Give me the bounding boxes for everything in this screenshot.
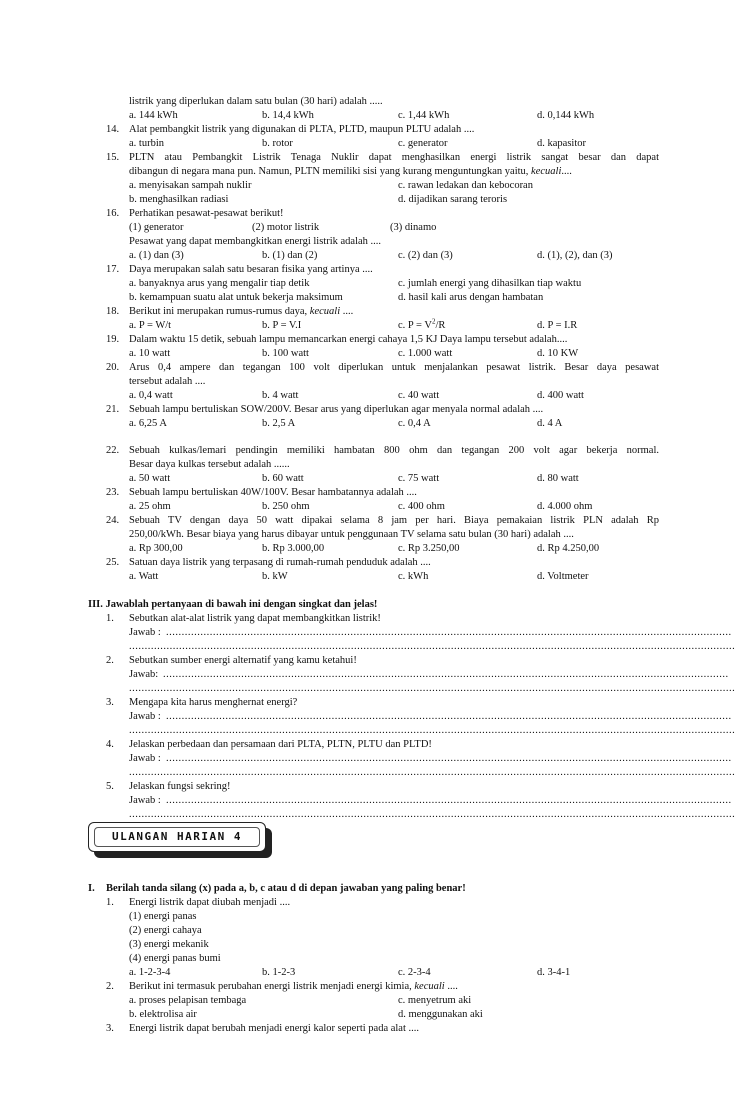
option-b: b. 250 ohm <box>262 501 310 512</box>
question-text: Energi listrik dapat diubah menjadi .... <box>129 897 291 908</box>
option-a: a. 0,4 watt <box>129 390 173 401</box>
statement-item: (1) energi panas <box>129 911 197 922</box>
question-text: Sebuah lampu bertuliskan SOW/200V. Besar arus yang diperlukan agar menyala normal adalah .... <box>129 404 544 415</box>
question-number: 18. <box>106 306 120 317</box>
statement-item: (3) energi mekanik <box>129 939 209 950</box>
option-b: b. P = V.I <box>262 320 302 331</box>
option-d: d. 400 watt <box>537 390 584 401</box>
question-number: 2. <box>106 655 114 666</box>
question-text: Berikut ini merupakan rumus-rumus daya, kecuali .... <box>129 306 354 317</box>
answer-line[interactable]: .................................................................................................................................................................................................. <box>129 641 735 652</box>
statement-item: (2) motor listrik <box>252 222 320 233</box>
option-a: a. Rp 300,00 <box>129 543 183 554</box>
statement-item: (2) energi cahaya <box>129 925 202 936</box>
question-text: Pesawat yang dapat membangkitkan energi listrik adalah .... <box>129 236 382 247</box>
question-text: Perhatikan pesawat-pesawat berikut! <box>129 208 284 219</box>
option-b: b. rotor <box>262 138 293 149</box>
question-text: Jelaskan fungsi sekring! <box>129 781 231 792</box>
question-number: 25. <box>106 557 120 568</box>
question-number: 15. <box>106 152 120 163</box>
question-number: 22. <box>106 445 120 456</box>
option-a: a. 1-2-3-4 <box>129 967 171 978</box>
answer-line[interactable]: .................................................................................................................................................................................................. <box>129 683 735 694</box>
option-d: d. 4 A <box>537 418 563 429</box>
question-number: 4. <box>106 739 114 750</box>
question-text: Daya merupakan salah satu besaran fisika yang artinya .... <box>129 264 373 275</box>
option-d: d. (1), (2), dan (3) <box>537 250 613 261</box>
option-d: d. 10 KW <box>537 348 579 359</box>
option-c: c. 40 watt <box>398 390 440 401</box>
option-c: c. (2) dan (3) <box>398 250 453 261</box>
option-a: a. 6,25 A <box>129 418 167 429</box>
answer-line[interactable]: .................................................................................................................................................................................................. <box>129 809 735 820</box>
question-text: PLTN atau Pembangkit Listrik Tenaga Nuklir dapat menghasilkan energi listrik sangat besar dan dapat <box>129 152 659 163</box>
option-b: b. kW <box>262 571 288 582</box>
question-number: 23. <box>106 487 120 498</box>
option-a: a. P = W/t <box>129 320 172 331</box>
section-number: I. <box>88 883 95 894</box>
question-text: Jelaskan perbedaan dan persamaan dari PLTA, PLTN, PLTU dan PLTD! <box>129 739 432 750</box>
question-number: 16. <box>106 208 120 219</box>
option-a: a. proses pelapisan tembaga <box>129 995 247 1006</box>
option-c: c. generator <box>398 138 448 149</box>
option-d: d. menggunakan aki <box>398 1009 483 1020</box>
option-b: b. kemampuan suatu alat untuk bekerja maksimum <box>129 292 343 303</box>
option-a: a. 50 watt <box>129 473 171 484</box>
question-number: 3. <box>106 1023 114 1034</box>
answer-label: Jawab : <box>129 711 161 722</box>
question-text: Berikut ini termasuk perubahan energi listrik menjadi energi kimia, kecuali .... <box>129 981 458 992</box>
banner-frame <box>88 822 266 852</box>
question-text: Sebuah kulkas/lemari pendingin memiliki hambatan 800 ohm dan tegangan 200 volt agar bekerja normal. <box>129 445 659 456</box>
option-a: a. turbin <box>129 138 164 149</box>
option-b: b. elektrolisa air <box>129 1009 197 1020</box>
question-text: Sebuah TV dengan daya 50 watt dipakai selama 8 jam per hari. Biaya pemakaian listrik PLN adalah Rp <box>129 515 659 526</box>
answer-line[interactable]: ..................................................................................................................................................................................... <box>166 795 732 806</box>
option-c: c. menyetrum aki <box>398 995 472 1006</box>
option-d: d. dijadikan sarang teroris <box>398 194 508 205</box>
answer-line[interactable]: ..................................................................................................................................................................................... <box>166 711 732 722</box>
question-text: Dalam waktu 15 detik, sebuah lampu memancarkan energi cahaya 1,5 KJ Daya lampu tersebut adalah.... <box>129 334 568 345</box>
option-d: d. Voltmeter <box>537 571 589 582</box>
option-d: d. Rp 4.250,00 <box>537 543 600 554</box>
answer-label: Jawab : <box>129 795 161 806</box>
banner-title: ULANGAN HARIAN 4 <box>94 827 260 847</box>
option-c: c. 75 watt <box>398 473 440 484</box>
question-number: 24. <box>106 515 120 526</box>
option-c: c. 400 ohm <box>398 501 445 512</box>
question-number: 20. <box>106 362 120 373</box>
question-text: Sebutkan sumber energi alternatif yang kamu ketahui! <box>129 655 357 666</box>
question-text-line2: 250,00/kWh. Besar biaya yang harus dibayar untuk penggunaan TV selama satu bulan (30 hari) adalah .... <box>129 529 574 540</box>
question-number: 1. <box>106 613 114 624</box>
question-number: 1. <box>106 897 114 908</box>
question-number: 14. <box>106 124 120 135</box>
section-heading: III. Jawablah pertanyaan di bawah ini dengan singkat dan jelas! <box>88 599 378 610</box>
option-b: b. 60 watt <box>262 473 304 484</box>
option-c: c. Rp 3.250,00 <box>398 543 460 554</box>
question-text: Arus 0,4 ampere dan tegangan 100 volt diperlukan untuk menjalankan pesawat listrik. Besar daya pesawat <box>129 362 659 373</box>
option-b: b. 2,5 A <box>262 418 296 429</box>
answer-line[interactable]: ..................................................................................................................................................................................... <box>163 669 729 680</box>
question-text: Satuan daya listrik yang terpasang di rumah-rumah penduduk adalah .... <box>129 557 431 568</box>
option-a: a. Watt <box>129 571 159 582</box>
statement-item: (3) dinamo <box>390 222 437 233</box>
option-a: a. menyisakan sampah nuklir <box>129 180 252 191</box>
option-c: c. rawan ledakan dan kebocoran <box>398 180 533 191</box>
option-b: b. 100 watt <box>262 348 309 359</box>
option-d: d. hasil kali arus dengan hambatan <box>398 292 544 303</box>
question-text: listrik yang diperlukan dalam satu bulan (30 hari) adalah ..... <box>129 96 383 107</box>
option-c: c. kWh <box>398 571 429 582</box>
question-number: 17. <box>106 264 120 275</box>
question-number: 5. <box>106 781 114 792</box>
option-a: a. (1) dan (3) <box>129 250 184 261</box>
option-d: d. 4.000 ohm <box>537 501 593 512</box>
option-d: d. P = I.R <box>537 320 578 331</box>
option-d: d. kapasitor <box>537 138 586 149</box>
option-a: a. banyaknya arus yang mengalir tiap detik <box>129 278 310 289</box>
question-text: Alat pembangkit listrik yang digunakan di PLTA, PLTD, maupun PLTU adalah .... <box>129 124 475 135</box>
question-text: Mengapa kita harus menghernat energi? <box>129 697 298 708</box>
section-heading: Berilah tanda silang (x) pada a, b, c atau d di depan jawaban yang paling benar! <box>106 883 466 894</box>
option-b: b. 4 watt <box>262 390 299 401</box>
answer-label: Jawab : <box>129 753 161 764</box>
question-number: 19. <box>106 334 120 345</box>
option-b: b. 1-2-3 <box>262 967 296 978</box>
option-c: c. 2-3-4 <box>398 967 431 978</box>
question-text-line2: Besar daya kulkas tersebut adalah ...... <box>129 459 290 470</box>
answer-line[interactable]: .................................................................................................................................................................................................. <box>129 767 735 778</box>
question-text: Energi listrik dapat berubah menjadi energi kalor seperti pada alat .... <box>129 1023 420 1034</box>
option-c: c. $P = V^2/R$ <box>398 317 446 331</box>
option-d: d. 0,144 kWh <box>537 110 595 121</box>
option-b: b. menghasilkan radiasi <box>129 194 229 205</box>
answer-line[interactable]: ..................................................................................................................................................................................... <box>166 753 732 764</box>
option-d: d. 3-4-1 <box>537 967 571 978</box>
question-number: 3. <box>106 697 114 708</box>
option-a: a. 144 kWh <box>129 110 178 121</box>
option-a: a. 10 watt <box>129 348 171 359</box>
option-b: b. 14,4 kWh <box>262 110 314 121</box>
statement-item: (4) energi panas bumi <box>129 953 221 964</box>
option-b: b. Rp 3.000,00 <box>262 543 325 554</box>
question-number: 2. <box>106 981 114 992</box>
question-number: 21. <box>106 404 120 415</box>
question-text-line2: tersebut adalah .... <box>129 376 206 387</box>
option-c: c. 1,44 kWh <box>398 110 450 121</box>
answer-label: Jawab: <box>129 669 159 680</box>
statement-item: (1) generator <box>129 222 184 233</box>
question-text: Sebutkan alat-alat listrik yang dapat membangkitkan listrik! <box>129 613 381 624</box>
option-d: d. 80 watt <box>537 473 579 484</box>
option-c: c. 1.000 watt <box>398 348 453 359</box>
option-b: b. (1) dan (2) <box>262 250 318 261</box>
question-text-line2: dibangun di negara mana pun. Namun, PLTN memiliki sisi yang kurang menguntungkan yaitu, kecuali.... <box>129 166 572 177</box>
option-c: c. 0,4 A <box>398 418 431 429</box>
answer-line[interactable]: ..................................................................................................................................................................................... <box>166 627 732 638</box>
question-text: Sebuah lampu bertuliskan 40W/100V. Besar hambatannya adalah .... <box>129 487 417 498</box>
option-c: c. jumlah energi yang dihasilkan tiap waktu <box>398 278 582 289</box>
answer-label: Jawab : <box>129 627 161 638</box>
answer-line[interactable]: .................................................................................................................................................................................................. <box>129 725 735 736</box>
option-a: a. 25 ohm <box>129 501 171 512</box>
section-banner <box>88 822 272 858</box>
